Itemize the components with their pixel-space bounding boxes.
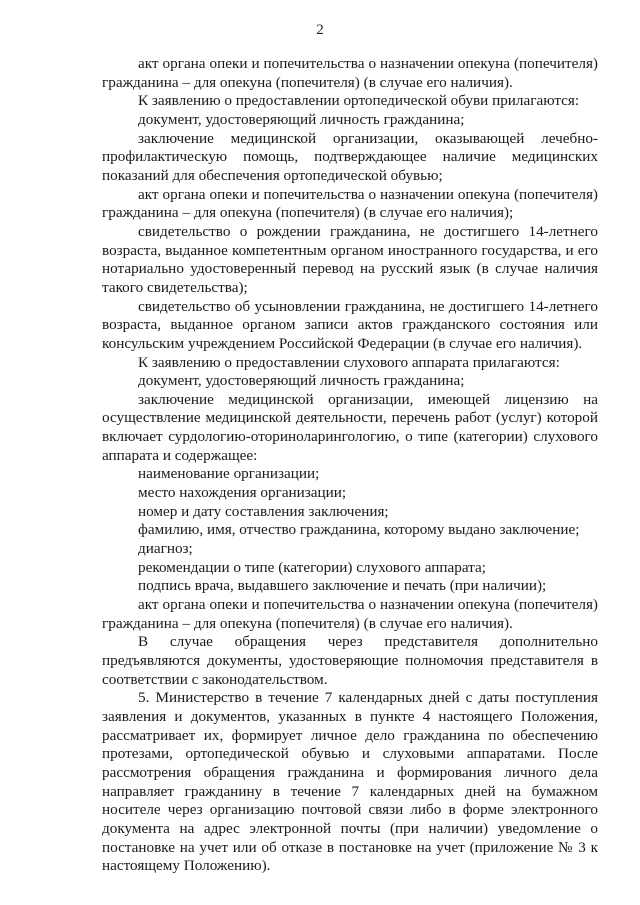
list-item: номер и дату составления заключения; <box>138 502 389 520</box>
paragraph: 5. Министерство в течение 7 календарных дней с даты поступления заявления и документов, указанных в пункте 4 настоящего Положения, рассматривает их, формирует личное дело гражданина по обеспечению протезами, ортопедической обувью и слуховыми аппаратами. После рассмотрения обращения гражданина и формирования личного дела направляет гражданину в течение 7 календарных дней на бумажном носителе через организацию почтовой связи либо в форме электронного документа на адрес электронной почты (при наличии) уведомление о постановке на учет или об отказе в постановке на учет (приложение № 3 к настоящему Положению). <box>102 689 598 875</box>
paragraph: К заявлению о предоставлении слухового аппарата прилагаются: <box>138 353 560 371</box>
list-item: диагноз; <box>138 540 193 558</box>
paragraph: свидетельство об усыновлении гражданина, не достигшего 14-летнего возраста, выданное органом записи актов гражданского состояния или консульским учреждением Российской Федерации (в случае его наличия). <box>102 297 598 352</box>
paragraph: акт органа опеки и попечительства о назначении опекуна (попечителя) гражданина – для опекуна (попечителя) (в случае его наличия). <box>102 55 598 91</box>
paragraph: свидетельство о рождении гражданина, не достигшего 14-летнего возраста, выданное компетентным органом иностранного государства, и его нотариально удостоверенный перевод на русский язык (в случае наличия такого свидетельства); <box>102 222 598 296</box>
list-item: место нахождения организации; <box>138 484 347 502</box>
paragraph: В случае обращения через представителя дополнительно предъявляются документы, удостоверяющие полномочия представителя в соответствии с законодательством. <box>102 633 598 688</box>
list-item: рекомендации о типе (категории) слухового аппарата; <box>138 558 486 576</box>
paragraph: документ, удостоверяющий личность гражданина; <box>138 110 465 128</box>
list-item: подпись врача, выдавшего заключение и печать (при наличии); <box>138 577 547 595</box>
paragraph: акт органа опеки и попечительства о назначении опекуна (попечителя) гражданина – для опекуна (попечителя) (в случае его наличия); <box>102 185 598 222</box>
paragraph: акт органа опеки и попечительства о назначении опекуна (попечителя) гражданина – для опекуна (попечителя) (в случае его наличия). <box>102 596 598 632</box>
paragraph: документ, удостоверяющий личность гражданина; <box>138 372 465 390</box>
document-body <box>102 55 598 876</box>
paragraph: К заявлению о предоставлении ортопедической обуви прилагаются: <box>138 92 580 110</box>
paragraph: заключение медицинской организации, оказывающей лечебно-профилактическую помощь, подтверждающее наличие медицинских показаний для обеспечения ортопедической обувью; <box>102 129 598 184</box>
list-item: фамилию, имя, отчество гражданина, которому выдано заключение; <box>138 521 580 539</box>
page-number: 2 <box>316 22 324 38</box>
paragraph: заключение медицинской организации, имеющей лицензию на осуществление медицинской деятельности, перечень работ (услуг) которой включает сурдологию-оториноларингологию, о типе (категории) слухового аппарата и содержащее: <box>102 390 598 464</box>
list-item: наименование организации; <box>138 465 320 483</box>
